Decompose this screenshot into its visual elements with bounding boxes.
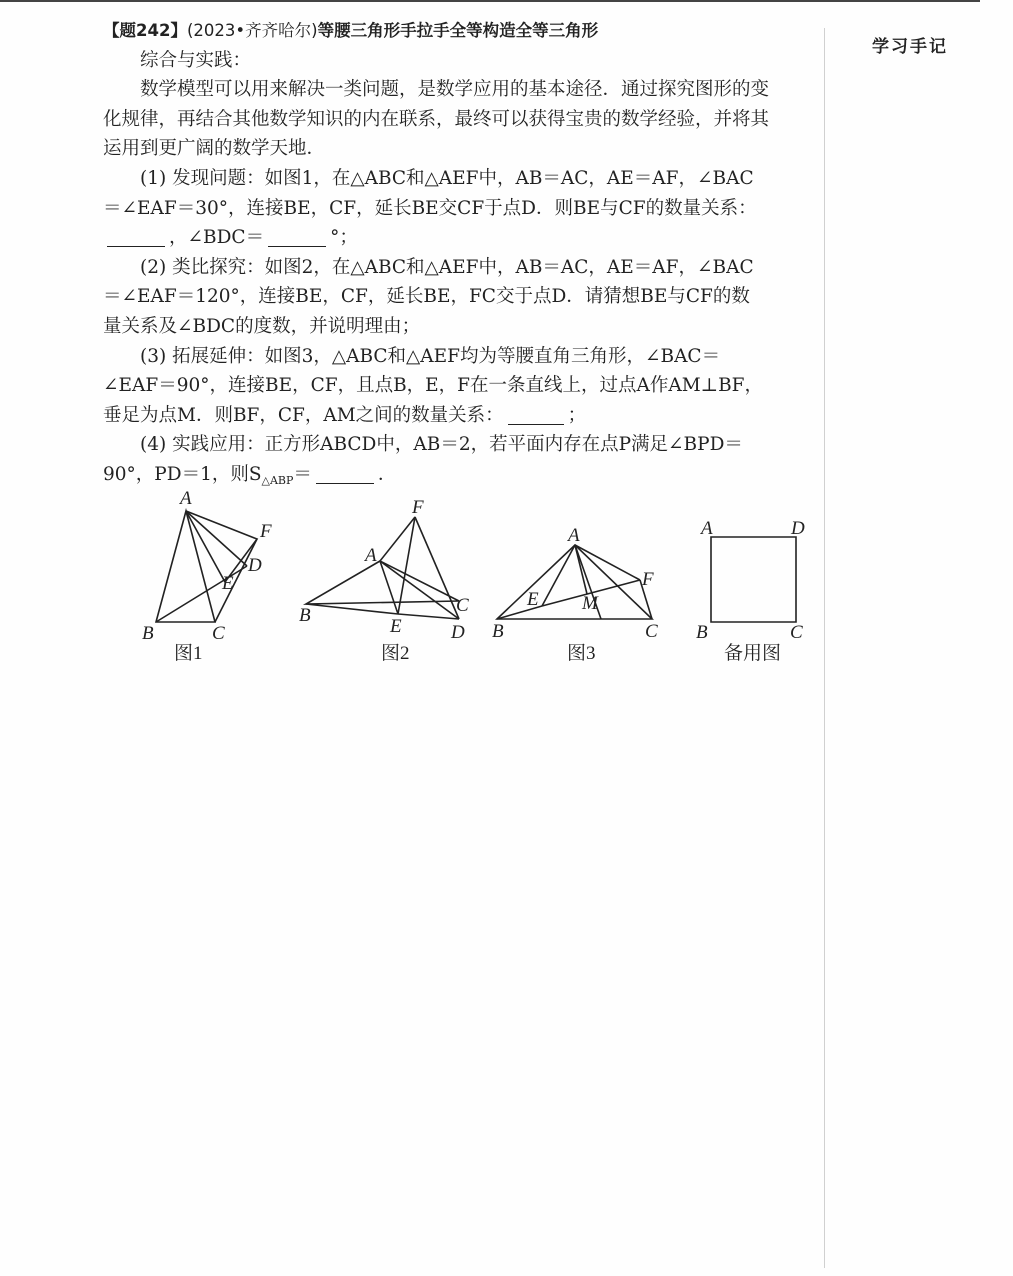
- fig3-line-ae: [542, 545, 575, 606]
- problem-title: 等腰三角形手拉手全等构造全等三角形: [317, 21, 599, 40]
- fig3-label-c: C: [645, 621, 658, 642]
- answer-blank: [268, 226, 326, 247]
- fig1-triangle-abc: [156, 511, 215, 622]
- q2-line-1: (2) 类比探究：如图2，在△ABC和△AEF中，AB＝AC，AE＝AF，∠BAC: [140, 256, 754, 278]
- area-subscript: △ABP: [261, 473, 294, 487]
- fig4-label-a: A: [701, 518, 713, 539]
- q1-line-3-end: °；: [330, 227, 358, 249]
- fig2-line-be: [306, 604, 398, 614]
- intro-line-3: 化规律，再结合其他数学知识的内在联系，最终可以获得宝贵的数学经验，并将其: [103, 108, 770, 130]
- q3-line-1: (3) 拓展延伸：如图3，△ABC和△AEF均为等腰直角三角形，∠BAC＝: [140, 345, 721, 367]
- problem-header: [103, 16, 815, 46]
- figure-2: [299, 497, 469, 664]
- answer-blank: [107, 226, 165, 247]
- figure-1: [142, 488, 272, 664]
- q3-line-3-text: 垂足为点M．则BF，CF，AM之间的数量关系：: [103, 404, 504, 426]
- fig2-label-f: F: [412, 497, 424, 518]
- figure-3: [492, 525, 658, 664]
- fig2-label-b: B: [299, 605, 311, 626]
- q2-line-3: 量关系及∠BDC的度数，并说明理由；: [103, 315, 421, 337]
- q3-line-2: ∠EAF＝90°，连接BE，CF，且点B，E，F在一条直线上，过点A作AM⊥BF，: [103, 375, 764, 397]
- q2-line-2: ＝∠EAF＝120°，连接BE，CF，延长BE，FC交于点D．请猜想BE与CF的数: [103, 286, 750, 308]
- fig4-label-d: D: [791, 518, 805, 539]
- fig3-label-f: F: [642, 569, 654, 590]
- fig2-label-a: A: [365, 545, 377, 566]
- fig1-label-f: F: [260, 521, 272, 542]
- fig1-label-b: B: [142, 623, 154, 644]
- q1-line-3: [103, 223, 815, 253]
- fig4-caption: 备用图: [724, 643, 782, 664]
- problem-text: [103, 16, 815, 496]
- fig3-label-a: A: [568, 525, 580, 546]
- q4-equals: ＝: [293, 463, 312, 485]
- answer-blank: [508, 404, 564, 425]
- fig1-label-d: D: [248, 555, 262, 576]
- q4-line-2-text: 90°，PD＝1，则S: [103, 463, 262, 485]
- fig3-label-m: M: [582, 593, 598, 614]
- fig1-label-a: A: [180, 488, 192, 509]
- fig2-label-c: C: [456, 595, 469, 616]
- q3-line-3-end: ；: [567, 404, 587, 426]
- fig1-line-ad: [186, 511, 247, 566]
- fig4-label-c: C: [790, 622, 803, 643]
- fig3-label-e: E: [527, 589, 539, 610]
- q1-line-2: ＝∠EAF＝30°，连接BE，CF，延长BE交CF于点D．则BE与CF的数量关系：: [103, 197, 757, 219]
- fig3-label-b: B: [492, 621, 504, 642]
- top-rule: [0, 0, 980, 2]
- fig3-caption: 图3: [567, 643, 596, 664]
- q4-line-1: (4) 实践应用：正方形ABCD中，AB＝2，若平面内存在点P满足∠BPD＝: [140, 434, 743, 456]
- spare-square-abcd: [711, 537, 796, 622]
- intro-line-4: 运用到更广阔的数学天地．: [103, 138, 326, 160]
- q1-line-3-text: ，∠BDC＝: [169, 227, 265, 249]
- figures-panel: [0, 480, 840, 680]
- problem-tag: 【题242】: [103, 21, 187, 40]
- fig1-label-e: E: [222, 573, 234, 594]
- q4-line-2-end: ．: [377, 463, 397, 485]
- fig2-label-d: D: [451, 622, 465, 643]
- q1-line-1: (1) 发现问题：如图1，在△ABC和△AEF中，AB＝AC，AE＝AF，∠BAC: [140, 167, 754, 189]
- fig2-line-ed: [398, 614, 459, 619]
- figure-spare: [696, 518, 805, 664]
- fig3-triangle-abc: [497, 545, 652, 619]
- fig4-label-b: B: [696, 622, 708, 643]
- fig1-caption: 图1: [174, 643, 203, 664]
- intro-line-2: 数学模型可以用来解决一类问题，是数学应用的基本途径．通过探究图形的变: [140, 79, 770, 101]
- problem-source: (2023•齐齐哈尔): [186, 21, 318, 40]
- fig1-label-c: C: [212, 623, 225, 644]
- fig2-caption: 图2: [381, 643, 410, 664]
- q3-line-3: [103, 401, 815, 431]
- side-note-title: 学习手记: [872, 37, 948, 57]
- fig2-label-e: E: [390, 616, 402, 637]
- intro-line-1: 综合与实践：: [140, 49, 252, 71]
